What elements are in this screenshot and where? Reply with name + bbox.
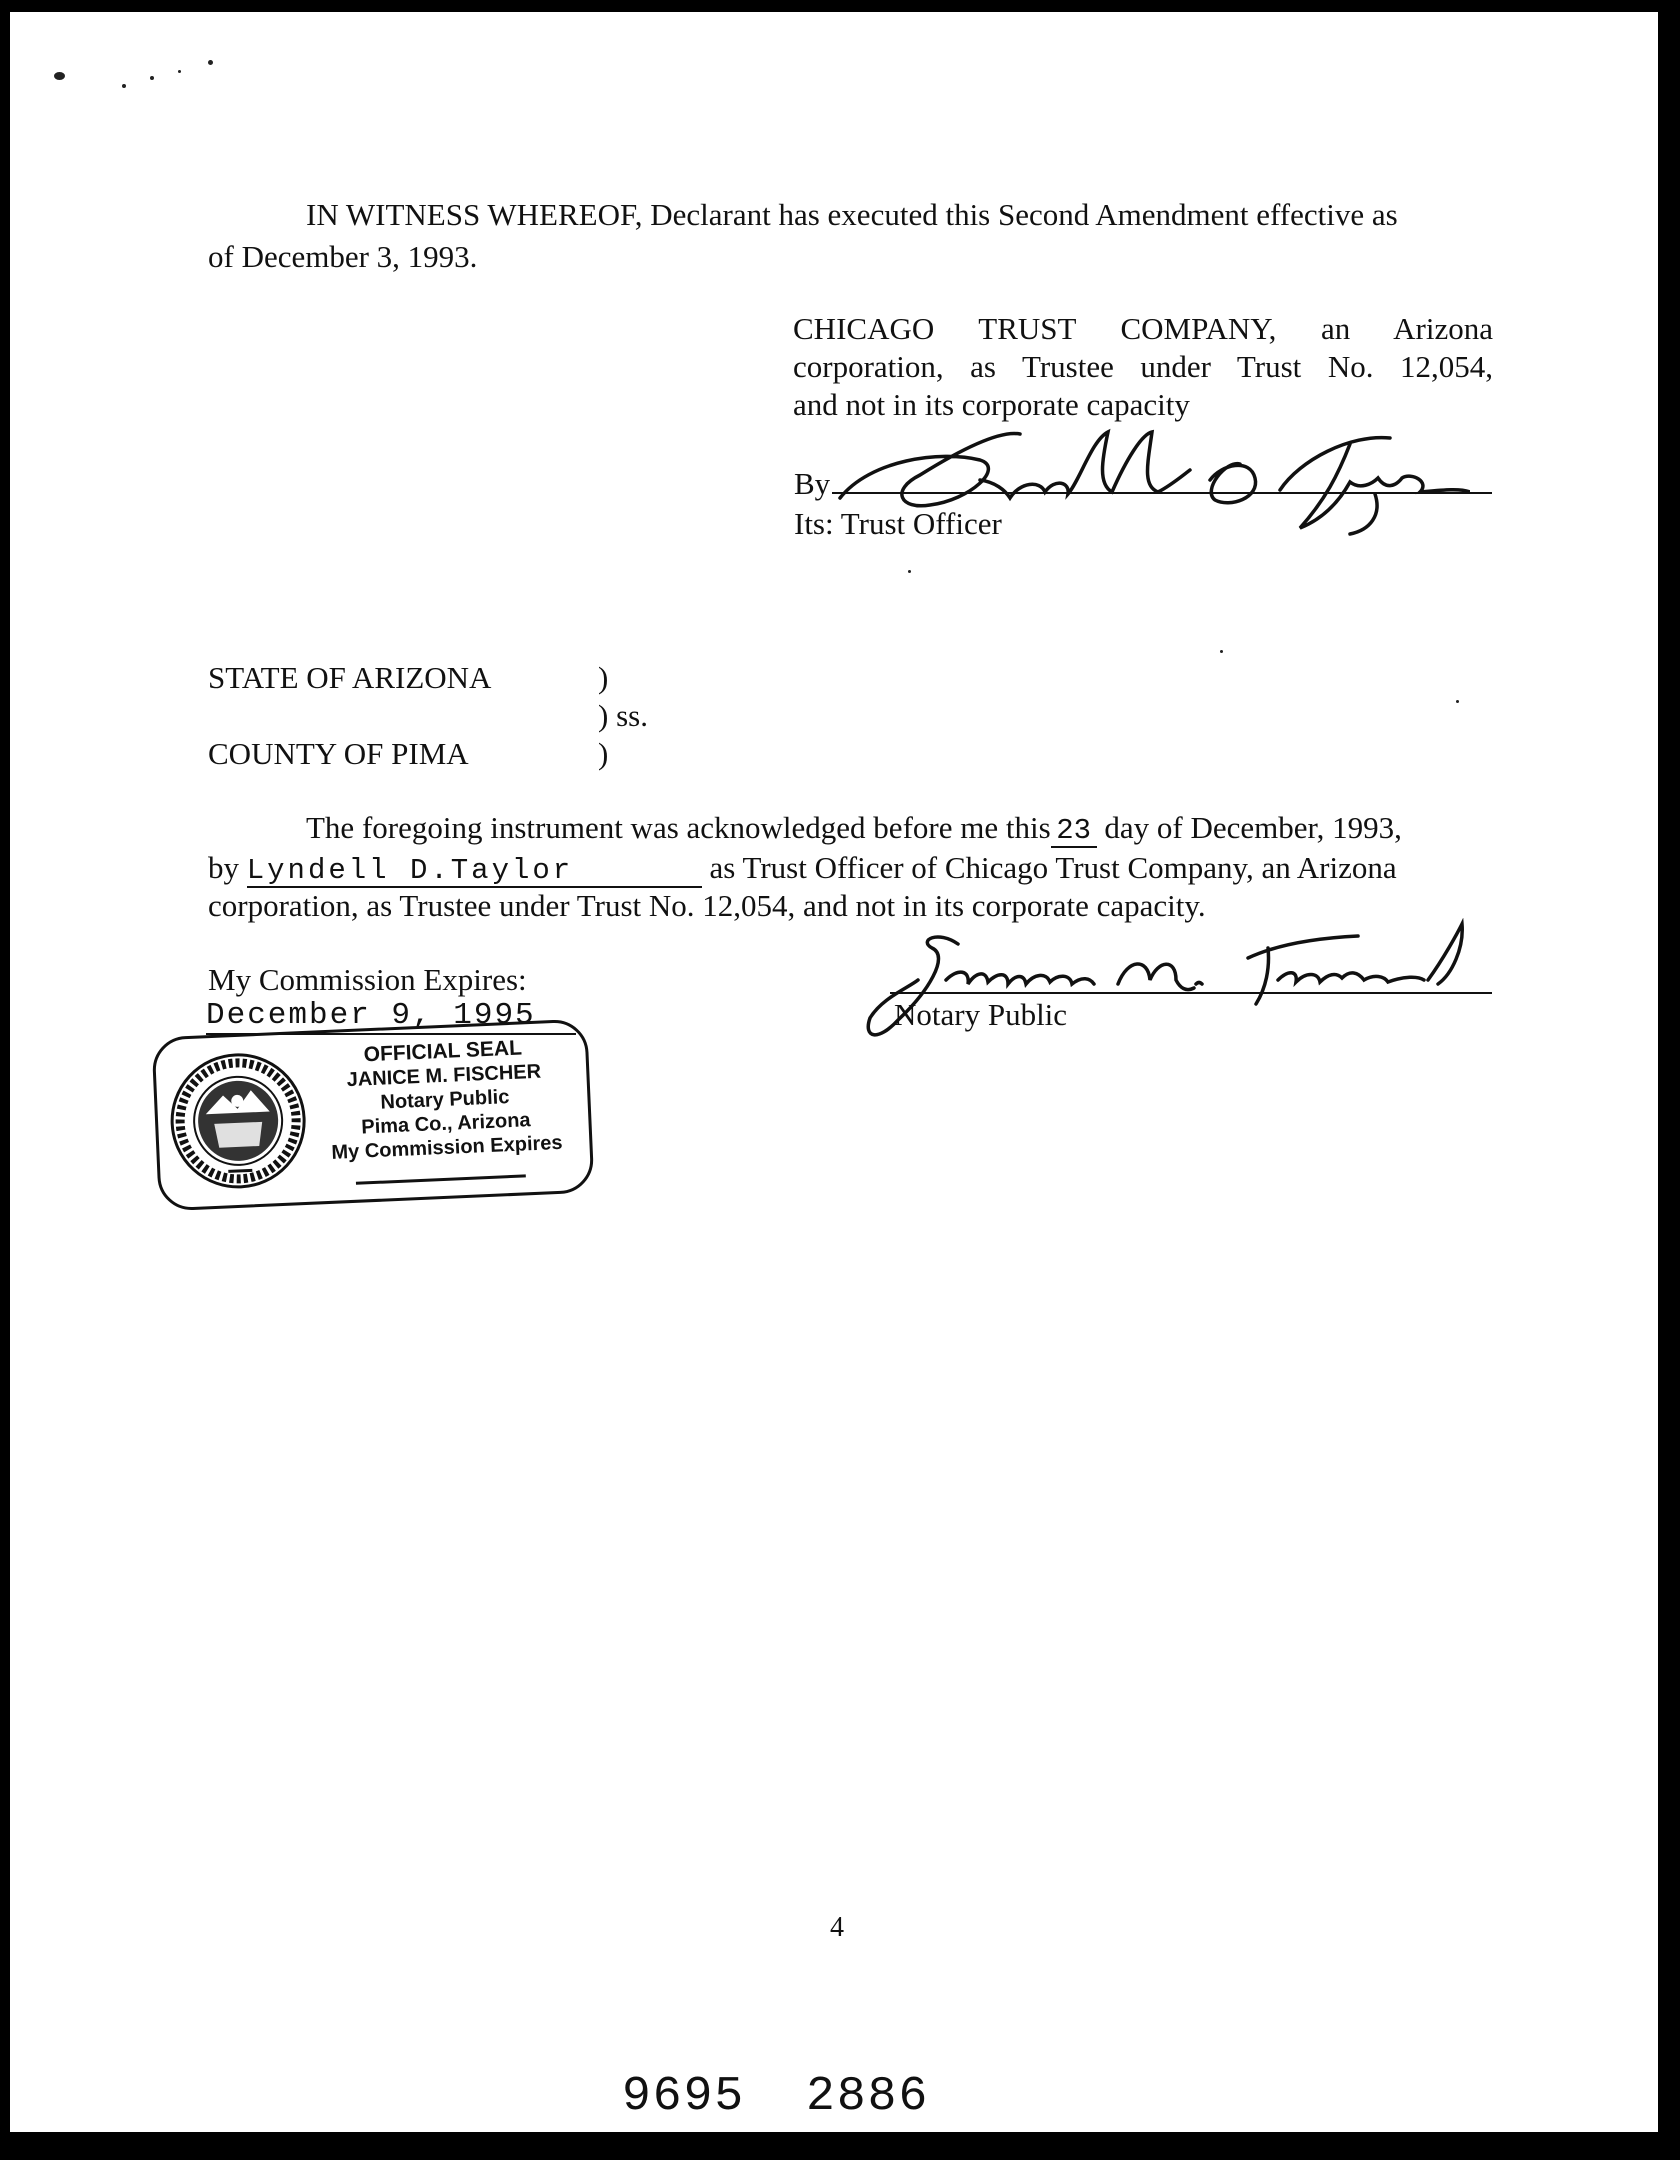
commission-date: December 9, 1995	[206, 998, 536, 1033]
notary-seal-stamp	[151, 1019, 594, 1212]
seal-text-block	[315, 1034, 575, 1165]
acknowledgment-line-2	[208, 848, 1397, 888]
notary-public-label: Notary Public	[894, 997, 1068, 1032]
venue-paren-top: )	[598, 660, 609, 695]
ack-text-2: day of December, 1993,	[1104, 810, 1402, 845]
document-page	[10, 12, 1658, 2132]
notary-signature-line	[890, 992, 1492, 994]
scan-speck	[150, 76, 154, 80]
trustee-line-1: CHICAGO TRUST COMPANY, an Arizona	[793, 311, 1493, 346]
ack-text-1: The foregoing instrument was acknowledged before me this	[306, 810, 1051, 845]
ack-name: Lyndell D.Taylor	[247, 856, 702, 888]
scan-speck	[1456, 700, 1459, 703]
ack-text-3: as Trust Officer of Chicago Trust Company, an Arizona	[709, 850, 1397, 885]
scan-speck	[208, 60, 213, 65]
scan-speck	[178, 70, 181, 73]
trust-officer-title: Its: Trust Officer	[794, 506, 1002, 541]
page-number: 4	[830, 1912, 844, 1943]
scan-speck	[122, 84, 126, 88]
acknowledgment-line-3: corporation, as Trustee under Trust No. 12,054, and not in its corporate capacity.	[208, 888, 1206, 923]
ack-by-label: by	[208, 850, 239, 885]
trustee-line-2: corporation, as Trustee under Trust No. 12,054,	[793, 349, 1493, 384]
seal-line-title: OFFICIAL SEAL	[363, 1036, 523, 1067]
scan-speck	[908, 570, 911, 573]
by-label: By	[794, 466, 831, 501]
seal-line-county: Pima Co., Arizona	[360, 1109, 531, 1139]
seal-line-notary: Notary Public	[380, 1086, 510, 1114]
witness-line-2: of December 3, 1993.	[208, 239, 478, 274]
venue-state: STATE OF ARIZONA	[208, 660, 492, 695]
scan-speck	[1220, 650, 1223, 653]
venue-county: COUNTY OF PIMA	[208, 736, 469, 771]
commission-label: My Commission Expires:	[208, 962, 527, 997]
acknowledgment-line-1	[306, 808, 1402, 848]
seal-expiry-rule	[356, 1174, 526, 1184]
seal-line-expires: My Commission Expires	[331, 1131, 563, 1164]
venue-ss: ) ss.	[598, 698, 648, 733]
document-number: 9695 2886	[622, 2070, 930, 2124]
ack-day: 23	[1051, 816, 1097, 848]
trustee-line-3: and not in its corporate capacity	[793, 387, 1190, 422]
witness-line-1: IN WITNESS WHEREOF, Declarant has executed this Second Amendment effective as	[306, 197, 1398, 232]
arizona-state-seal-icon	[165, 1048, 311, 1194]
venue-paren-bottom: )	[598, 736, 609, 771]
scan-speck	[54, 72, 65, 80]
seal-line-name: JANICE M. FISCHER	[346, 1060, 542, 1092]
